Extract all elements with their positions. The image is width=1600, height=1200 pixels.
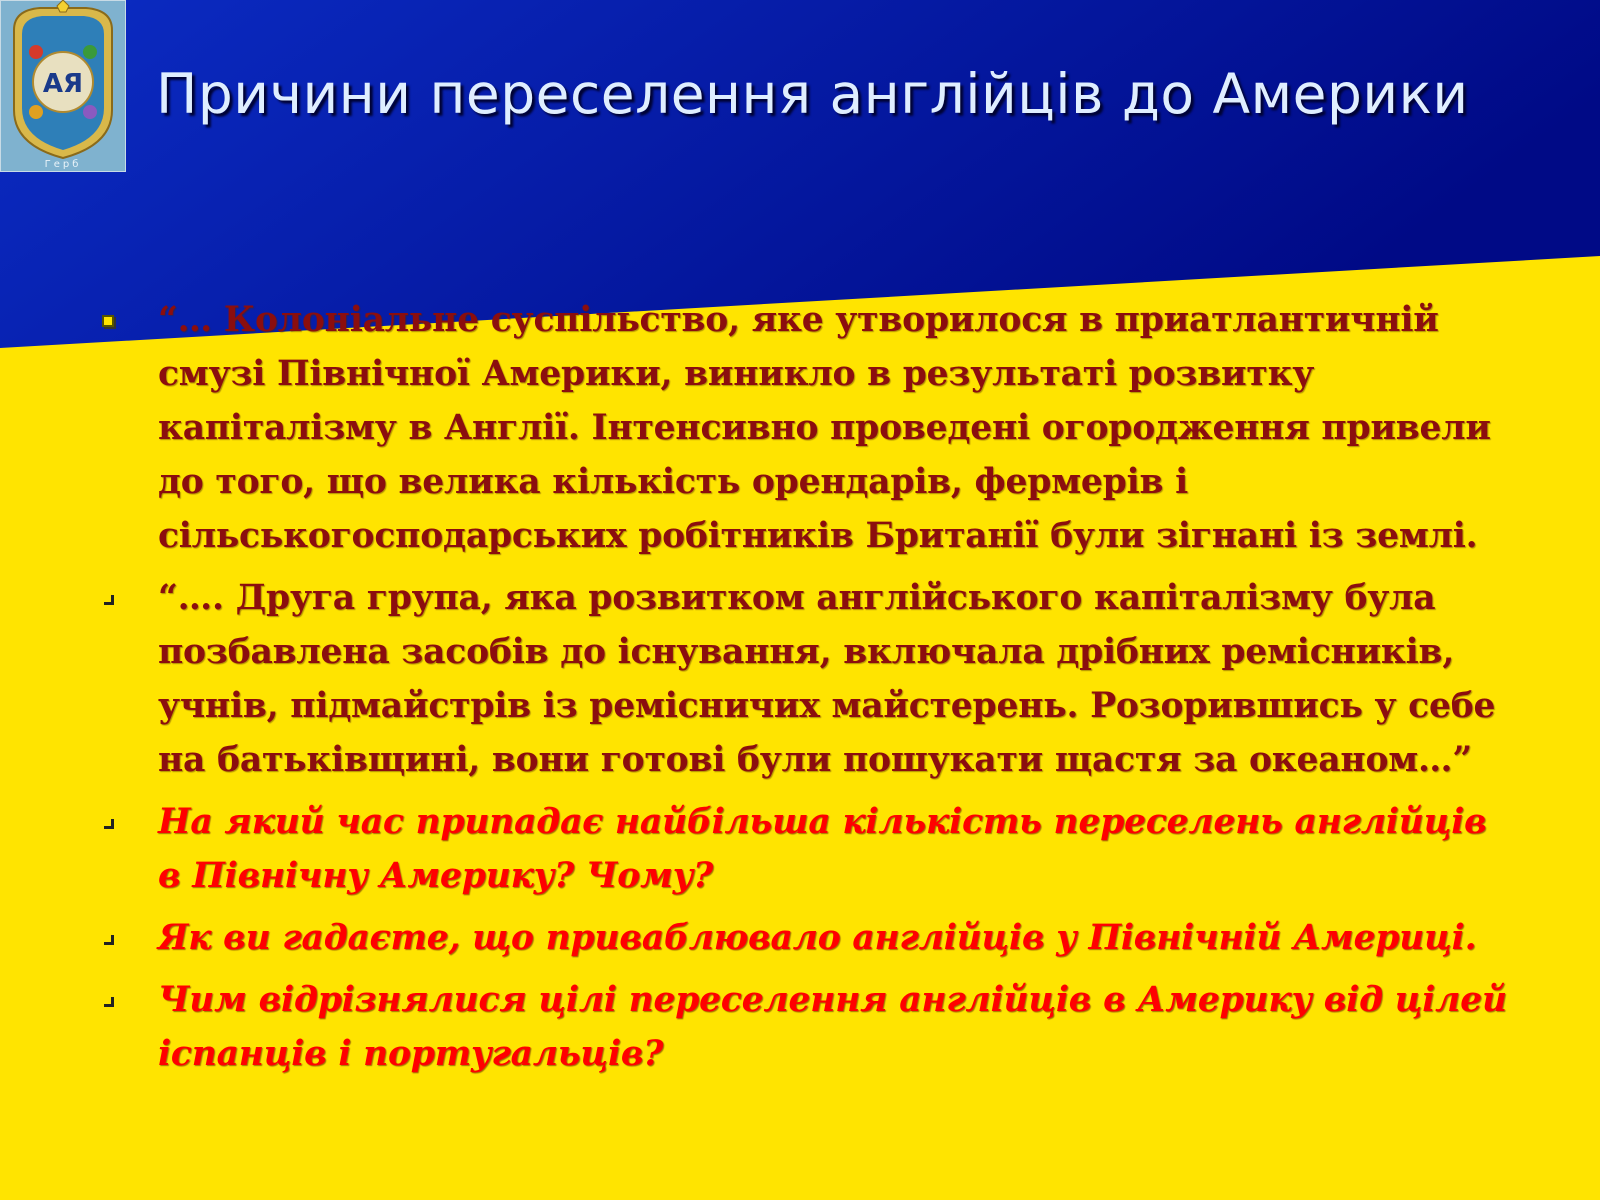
hollow-square-bullet-icon [104,595,114,605]
logo-letters: АЯ [42,69,84,99]
hollow-square-bullet-icon [104,935,114,945]
bullet-list [96,293,1516,1089]
hollow-square-bullet-icon [104,819,114,829]
list-item [96,911,1516,965]
list-item-text: Чим відрізнялися цілі переселення англійців в Америку від цілей іспанців і португальців? [158,980,1507,1074]
list-item [96,795,1516,903]
list-item-text: “…. Друга група, яка розвитком англійського капіталізму була позбавлена засобів до існування, включала дрібних ремісників, учнів, підмайстрів із ремісничих майстерень. Розорившись у себе на батьківщині, вони готові були пошукати щастя за океаном…” [158,578,1496,780]
list-item-text: На який час припадає найбільша кількість переселень англійців в Північну Америку? Чому? [158,802,1487,896]
slide-title: Причини переселення англійців до Америки [156,62,1469,126]
list-item [96,571,1516,787]
list-item-text: “… Колоніальне суспільство, яке утворилося в приатлантичній смузі Північної Америки, виникло в результаті розвитку капіталізму в Англії. Інтенсивно проведені огородження привели до того, що велика кількість орендарів, фермерів і сільськогосподарських робітників Британії були зігнані із землі. [158,300,1491,556]
list-item [96,293,1516,563]
coat-of-arms-logo [0,0,126,172]
logo-caption: Герб [44,159,82,170]
list-item [96,973,1516,1081]
hollow-square-bullet-icon [104,997,114,1007]
list-item-text: Як ви гадаєте, що приваблювало англійців у Північній Америці. [158,918,1477,958]
filled-square-bullet-icon [102,315,114,327]
